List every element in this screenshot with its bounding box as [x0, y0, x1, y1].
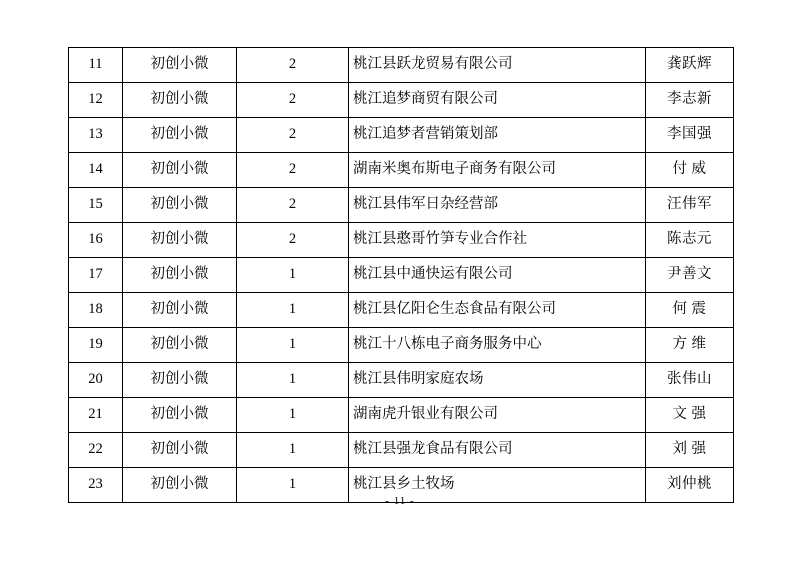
- cell-type: 初创小微: [123, 433, 237, 468]
- cell-type: 初创小微: [123, 48, 237, 83]
- cell-name: 桃江十八栋电子商务服务中心: [349, 328, 646, 363]
- cell-index: 16: [69, 223, 123, 258]
- cell-person: 刘仲桃: [646, 468, 734, 503]
- cell-type: 初创小微: [123, 468, 237, 503]
- cell-person: 何 震: [646, 293, 734, 328]
- cell-type: 初创小微: [123, 118, 237, 153]
- cell-index: 15: [69, 188, 123, 223]
- cell-index: 14: [69, 153, 123, 188]
- table-row: [69, 293, 734, 328]
- table-row: [69, 363, 734, 398]
- page-number-footer: - 11 -: [385, 495, 415, 507]
- table-row: [69, 328, 734, 363]
- cell-index: 23: [69, 468, 123, 503]
- cell-name: 桃江县强龙食品有限公司: [349, 433, 646, 468]
- table-row: [69, 188, 734, 223]
- cell-name: 桃江县憨哥竹笋专业合作社: [349, 223, 646, 258]
- cell-person: 文 强: [646, 398, 734, 433]
- cell-type: 初创小微: [123, 293, 237, 328]
- table-row: [69, 223, 734, 258]
- cell-type: 初创小微: [123, 188, 237, 223]
- cell-count: 1: [237, 363, 349, 398]
- cell-name: 桃江县伟明家庭农场: [349, 363, 646, 398]
- cell-count: 2: [237, 118, 349, 153]
- table-row: [69, 153, 734, 188]
- cell-name: 桃江县亿阳仑生态食品有限公司: [349, 293, 646, 328]
- cell-index: 18: [69, 293, 123, 328]
- cell-count: 2: [237, 153, 349, 188]
- cell-index: 17: [69, 258, 123, 293]
- cell-count: 1: [237, 293, 349, 328]
- cell-name: 桃江县中通快运有限公司: [349, 258, 646, 293]
- table-row: [69, 83, 734, 118]
- cell-count: 2: [237, 188, 349, 223]
- cell-type: 初创小微: [123, 153, 237, 188]
- table-row: [69, 258, 734, 293]
- cell-type: 初创小微: [123, 258, 237, 293]
- cell-person: 刘 强: [646, 433, 734, 468]
- cell-person: 龚跃辉: [646, 48, 734, 83]
- table-body: [69, 48, 734, 503]
- cell-person: 方 维: [646, 328, 734, 363]
- cell-index: 22: [69, 433, 123, 468]
- cell-name: 桃江县乡土牧场: [349, 468, 646, 503]
- cell-index: 11: [69, 48, 123, 83]
- cell-name: 湖南虎升银业有限公司: [349, 398, 646, 433]
- cell-person: 付 威: [646, 153, 734, 188]
- applicant-table: [68, 47, 734, 503]
- table-row: [69, 398, 734, 433]
- table-row: [69, 48, 734, 83]
- cell-name: 桃江追梦商贸有限公司: [349, 83, 646, 118]
- cell-type: 初创小微: [123, 83, 237, 118]
- cell-index: 12: [69, 83, 123, 118]
- cell-person: 陈志元: [646, 223, 734, 258]
- cell-count: 2: [237, 83, 349, 118]
- cell-index: 20: [69, 363, 123, 398]
- cell-type: 初创小微: [123, 223, 237, 258]
- cell-index: 21: [69, 398, 123, 433]
- cell-index: 19: [69, 328, 123, 363]
- cell-count: 1: [237, 328, 349, 363]
- cell-person: 李志新: [646, 83, 734, 118]
- cell-name: 桃江追梦者营销策划部: [349, 118, 646, 153]
- cell-count: 1: [237, 433, 349, 468]
- cell-count: 2: [237, 223, 349, 258]
- cell-type: 初创小微: [123, 363, 237, 398]
- cell-name: 桃江县伟军日杂经营部: [349, 188, 646, 223]
- cell-index: 13: [69, 118, 123, 153]
- cell-person: 尹善文: [646, 258, 734, 293]
- table-row: [69, 433, 734, 468]
- applicant-table-container: [68, 47, 733, 503]
- cell-type: 初创小微: [123, 328, 237, 363]
- cell-count: 1: [237, 398, 349, 433]
- cell-person: 汪伟军: [646, 188, 734, 223]
- cell-count: 2: [237, 48, 349, 83]
- cell-count: 1: [237, 468, 349, 503]
- cell-type: 初创小微: [123, 398, 237, 433]
- cell-name: 桃江县跃龙贸易有限公司: [349, 48, 646, 83]
- cell-person: 张伟山: [646, 363, 734, 398]
- cell-count: 1: [237, 258, 349, 293]
- cell-person: 李国强: [646, 118, 734, 153]
- cell-name: 湖南米奥布斯电子商务有限公司: [349, 153, 646, 188]
- table-row: [69, 118, 734, 153]
